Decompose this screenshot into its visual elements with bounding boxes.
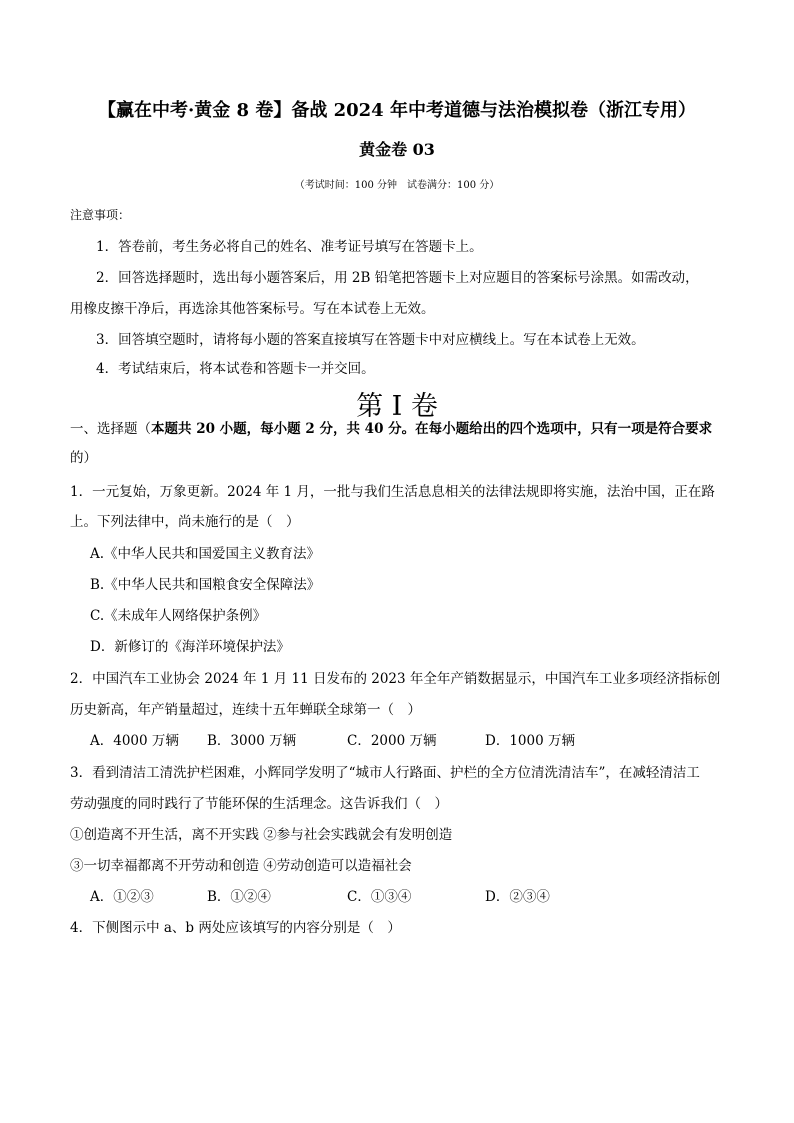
option-a: A．①②③ [90, 889, 154, 905]
option-d: D．1000 万辆 [485, 733, 575, 749]
notice-item: 2．回答选择题时，选出每小题答案后，用 2B 铅笔把答题卡上对应题目的答案标号涂黑。如需改动， [96, 270, 699, 286]
question-stem: 上。下列法律中，尚未施行的是（ ） [70, 514, 300, 530]
notice-item: 1．答卷前，考生务必将自己的姓名、准考证号填写在答题卡上。 [96, 239, 483, 255]
section-instruction [70, 420, 712, 438]
instruction-prefix: 一、选择题（ [70, 421, 151, 437]
option-b: B．3000 万辆 [207, 733, 297, 749]
exam-title: 【赢在中考·黄金 8 卷】备战 2024 年中考道德与法治模拟卷（浙江专用） [98, 100, 696, 121]
notice-item: 3．回答填空题时，请将每小题的答案直接填写在答题卡中对应横线上。写在本试卷上无效。 [96, 332, 645, 348]
instruction-bold: 本题共 20 小题，每小题 2 分，共 40 分。在每小题给出的四个选项中，只有一项是符合要求 [151, 421, 713, 437]
option-c: C.《未成年人网络保护条例》 [90, 608, 267, 624]
exam-subtitle: 黄金卷 03 [359, 140, 435, 159]
question-stem: 3．看到清洁工清洗护栏困难，小辉同学发明了“城市人行路面、护栏的全方位清洗清洁车”，在减轻清洁工 [70, 765, 700, 781]
option-a: A.《中华人民共和国爱国主义教育法》 [90, 546, 321, 562]
question-stem: 1．一元复始，万象更新。2024 年 1 月，一批与我们生活息息相关的法律法规即将实施，法治中国，正在路 [70, 484, 715, 500]
notice-item-continued: 用橡皮擦干净后，再选涂其他答案标号。写在本试卷上无效。 [70, 301, 435, 317]
question-stem: 劳动强度的同时践行了节能环保的生活理念。这告诉我们（ ） [70, 796, 448, 812]
exam-time-score: （考试时间：100 分钟 试卷满分：100 分） [294, 180, 500, 191]
option-c: C．2000 万辆 [347, 733, 437, 749]
section-title: 第 I 卷 [356, 391, 438, 422]
question-statements: ①创造离不开生活，离不开实践 ②参与社会实践就会有发明创造 [70, 827, 453, 843]
notice-item: 4．考试结束后，将本试卷和答题卡一并交回。 [96, 361, 375, 377]
question-stem: 2．中国汽车工业协会 2024 年 1 月 11 日发布的 2023 年全年产销数据显示，中国汽车工业多项经济指标创 [70, 671, 721, 687]
option-b: B．①②④ [207, 889, 271, 905]
option-c: C．①③④ [347, 889, 412, 905]
option-a: A．4000 万辆 [90, 733, 179, 749]
question-stem: 4．下侧图示中 a、b 两处应该填写的内容分别是（ ） [70, 920, 401, 936]
question-statements: ③一切幸福都离不开劳动和创造 ④劳动创造可以造福社会 [70, 858, 412, 874]
option-d: D．新修订的《海洋环境保护法》 [90, 639, 290, 655]
options-row [0, 888, 794, 906]
options-row [0, 732, 794, 750]
section-instruction-line2: 的） [70, 450, 97, 466]
option-d: D．②③④ [485, 889, 550, 905]
question-stem: 历史新高，年产销量超过，连续十五年蝉联全球第一（ ） [70, 702, 421, 718]
option-b: B.《中华人民共和国粮食安全保障法》 [90, 577, 321, 593]
notice-heading: 注意事项： [70, 208, 131, 222]
